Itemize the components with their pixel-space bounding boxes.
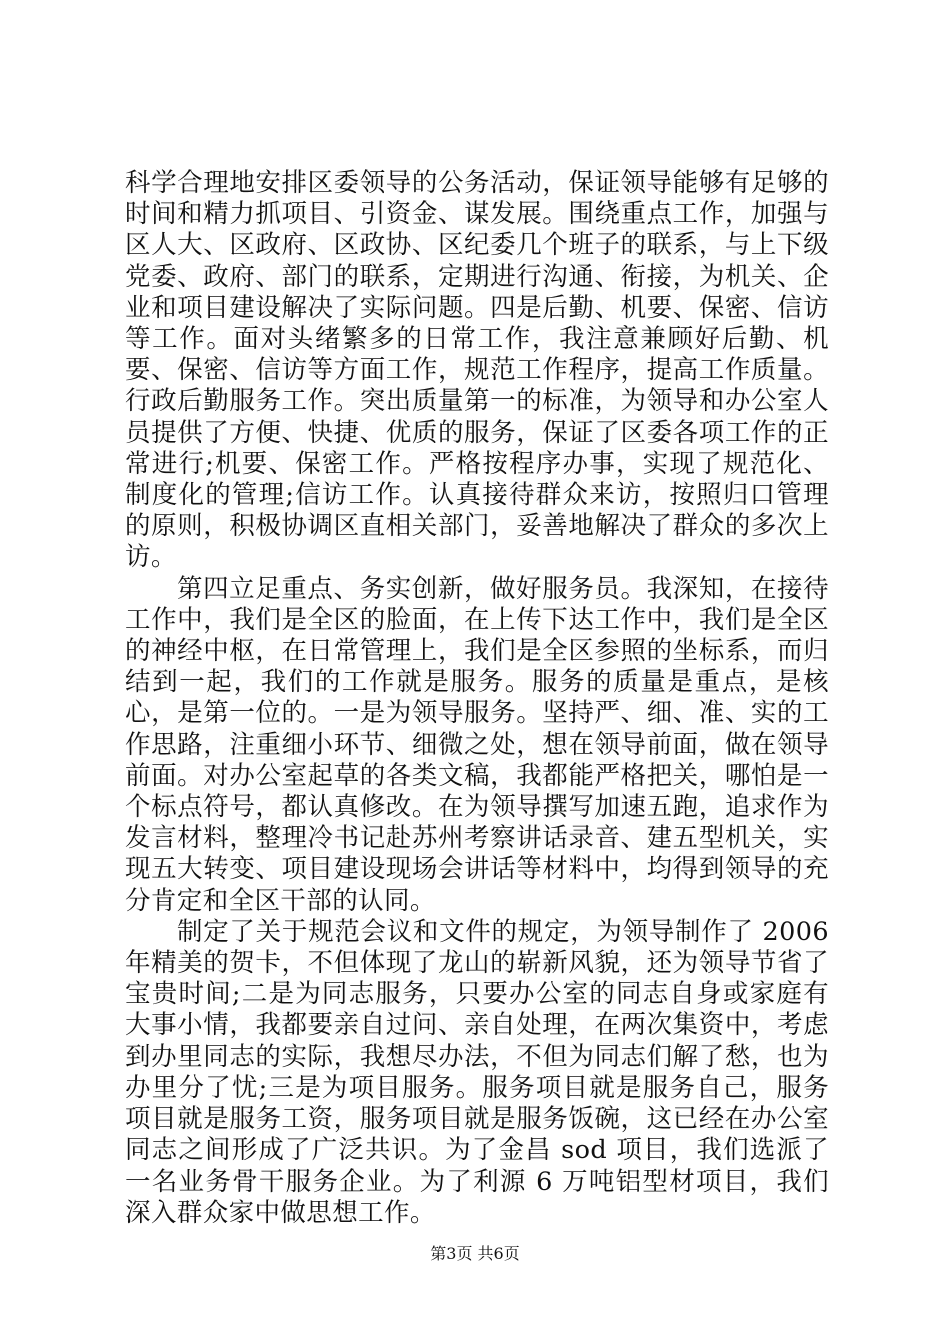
page-footer: 第3页 共6页 <box>430 1244 520 1263</box>
document-body <box>125 168 829 1229</box>
paragraph-2: 第四立足重点、务实创新，做好服务员。我深知，在接待工作中，我们是全区的脸面，在上传下达工作中，我们是全区的神经中枢，在日常管理上，我们是全区参照的坐标系，而归结到一起，我们的工作就是服务。服务的质量是重点，是核心，是第一位的。一是为领导服务。坚持严、细、准、实的工作思路，注重细小环节、细微之处，想在领导前面，做在领导前面。对办公室起草的各类文稿，我都能严格把关，哪怕是一个标点符号，都认真修改。在为领导撰写加速五跑，追求作为发言材料，整理冷书记赴苏州考察讲话录音、建五型机关，实现五大转变、项目建设现场会讲话等材料中，均得到领导的充分肯定和全区干部的认同。 <box>125 573 829 916</box>
paragraph-3: 制定了关于规范会议和文件的规定，为领导制作了 2006 年精美的贺卡，不但体现了龙山的崭新风貌，还为领导节省了宝贵时间;二是为同志服务，只要办公室的同志自身或家庭有大事小情，我都要亲自过问、亲自处理，在两次集资中，考虑到办里同志的实际，我想尽办法，不但为同志们解了愁，也为办里分了忧;三是为项目服务。服务项目就是服务自己，服务项目就是服务工资，服务项目就是服务饭碗，这已经在办公室同志之间形成了广泛共识。为了金昌 sod 项目，我们选派了一名业务骨干服务企业。为了利源 6 万吨铝型材项目，我们深入群众家中做思想工作。 <box>125 916 829 1228</box>
paragraph-1: 科学合理地安排区委领导的公务活动，保证领导能够有足够的时间和精力抓项目、引资金、谋发展。围绕重点工作，加强与区人大、区政府、区政协、区纪委几个班子的联系，与上下级党委、政府、部门的联系，定期进行沟通、衔接，为机关、企业和项目建设解决了实际问题。四是后勤、机要、保密、信访等工作。面对头绪繁多的日常工作，我注意兼顾好后勤、机要、保密、信访等方面工作，规范工作程序，提高工作质量。行政后勤服务工作。突出质量第一的标准，为领导和办公室人员提供了方便、快捷、优质的服务，保证了区委各项工作的正常进行;机要、保密工作。严格按程序办事，实现了规范化、制度化的管理;信访工作。认真接待群众来访，按照归口管理的原则，积极协调区直相关部门，妥善地解决了群众的多次上访。 <box>125 168 829 573</box>
